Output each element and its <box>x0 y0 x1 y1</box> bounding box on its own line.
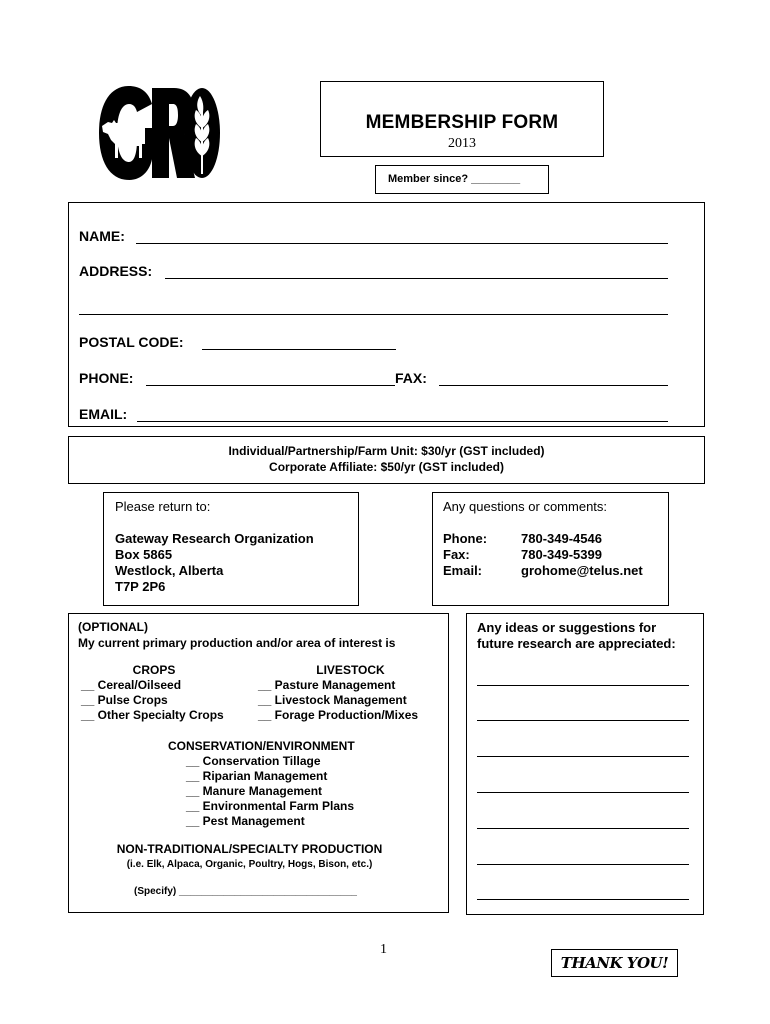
conservation-option[interactable]: __ Environmental Farm Plans <box>186 799 355 813</box>
conservation-option[interactable]: __ Conservation Tillage <box>186 754 321 768</box>
postal-code-input-line[interactable] <box>202 349 396 350</box>
optional-subtitle: My current primary production and/or area of interest is <box>78 636 396 650</box>
return-postal: T7P 2P6 <box>115 579 166 594</box>
livestock-option[interactable]: __ Pasture Management <box>258 678 396 692</box>
contact-fax-label: Fax: <box>443 547 470 562</box>
form-title: MEMBERSHIP FORM <box>365 112 559 133</box>
nontraditional-heading: NON-TRADITIONAL/SPECIALTY PRODUCTION <box>116 842 383 856</box>
suggestion-line[interactable] <box>477 720 689 721</box>
suggestion-line[interactable] <box>477 792 689 793</box>
contact-phone-row <box>443 531 668 547</box>
membership-fees-box <box>68 436 705 484</box>
title-box <box>320 81 604 157</box>
crops-option[interactable]: __ Cereal/Oilseed <box>81 678 182 692</box>
phone-label: PHONE: <box>79 370 134 386</box>
gro-logo <box>96 82 222 184</box>
contact-fax-value: 780-349-5399 <box>521 547 602 562</box>
email-input-line[interactable] <box>137 421 668 422</box>
postal-code-label: POSTAL CODE: <box>79 334 184 350</box>
address-line-2[interactable] <box>79 314 668 315</box>
return-org: Gateway Research Organization <box>115 531 314 546</box>
contact-fax-row <box>443 547 668 563</box>
suggestion-line[interactable] <box>477 756 689 757</box>
email-label: EMAIL: <box>79 406 128 422</box>
nontraditional-example: (i.e. Elk, Alpaca, Organic, Poultry, Hogs, Bison, etc.) <box>126 859 373 870</box>
contact-box <box>432 492 669 606</box>
member-info-section <box>68 202 705 427</box>
livestock-section <box>258 663 443 723</box>
questions-label: Any questions or comments: <box>443 499 608 514</box>
suggestions-title-line2: future research are appreciated: <box>477 636 676 651</box>
address-input-line[interactable] <box>165 278 668 279</box>
suggestions-title <box>477 620 676 652</box>
suggestions-box <box>466 613 704 915</box>
name-label: NAME: <box>79 228 125 244</box>
member-since-field[interactable]: Member since? ________ <box>375 165 549 194</box>
suggestion-line[interactable] <box>477 828 689 829</box>
crops-option[interactable]: __ Other Specialty Crops <box>81 708 224 722</box>
contact-email-value: grohome@telus.net <box>521 563 643 578</box>
conservation-option[interactable]: __ Manure Management <box>186 784 323 798</box>
contact-phone-value: 780-349-4546 <box>521 531 602 546</box>
form-year: 2013 <box>448 136 476 151</box>
livestock-option[interactable]: __ Forage Production/Mixes <box>258 708 419 722</box>
thank-you-box: THANK YOU! <box>551 949 678 977</box>
fee-individual: Individual/Partnership/Farm Unit: $30/yr (GST included) <box>228 444 545 458</box>
livestock-heading: LIVESTOCK <box>316 663 385 677</box>
optional-header <box>78 619 395 651</box>
return-box-number: Box 5865 <box>115 547 173 562</box>
return-address-box <box>103 492 359 606</box>
contact-email-label: Email: <box>443 563 483 578</box>
return-city: Westlock, Alberta <box>115 563 224 578</box>
conservation-option[interactable]: __ Riparian Management <box>186 769 328 783</box>
page-number: 1 <box>380 942 387 957</box>
fee-corporate: Corporate Affiliate: $50/yr (GST included) <box>269 460 504 474</box>
address-label: ADDRESS: <box>79 263 153 279</box>
gro-logo-graphic <box>96 82 222 184</box>
suggestions-title-line1: Any ideas or suggestions for <box>477 620 657 635</box>
suggestion-line[interactable] <box>477 899 689 900</box>
fax-label: FAX: <box>395 370 427 386</box>
specify-field[interactable]: (Specify) ________________________________ <box>134 886 357 897</box>
nontraditional-section <box>69 842 450 899</box>
contact-email-row <box>443 563 668 579</box>
phone-input-line[interactable] <box>146 385 395 386</box>
return-label: Please return to: <box>115 499 211 514</box>
crops-section <box>81 663 251 723</box>
crops-option[interactable]: __ Pulse Crops <box>81 693 168 707</box>
conservation-heading: CONSERVATION/ENVIRONMENT <box>168 739 355 753</box>
suggestion-line[interactable] <box>477 864 689 865</box>
crops-heading: CROPS <box>132 663 176 677</box>
livestock-option[interactable]: __ Livestock Management <box>258 693 407 707</box>
suggestion-line[interactable] <box>477 685 689 686</box>
name-input-line[interactable] <box>136 243 668 244</box>
contact-phone-label: Phone: <box>443 531 488 546</box>
optional-title: (OPTIONAL) <box>78 620 148 634</box>
conservation-option[interactable]: __ Pest Management <box>186 814 305 828</box>
interest-survey-box <box>68 613 449 913</box>
fax-input-line[interactable] <box>439 385 668 386</box>
conservation-section <box>168 739 388 829</box>
